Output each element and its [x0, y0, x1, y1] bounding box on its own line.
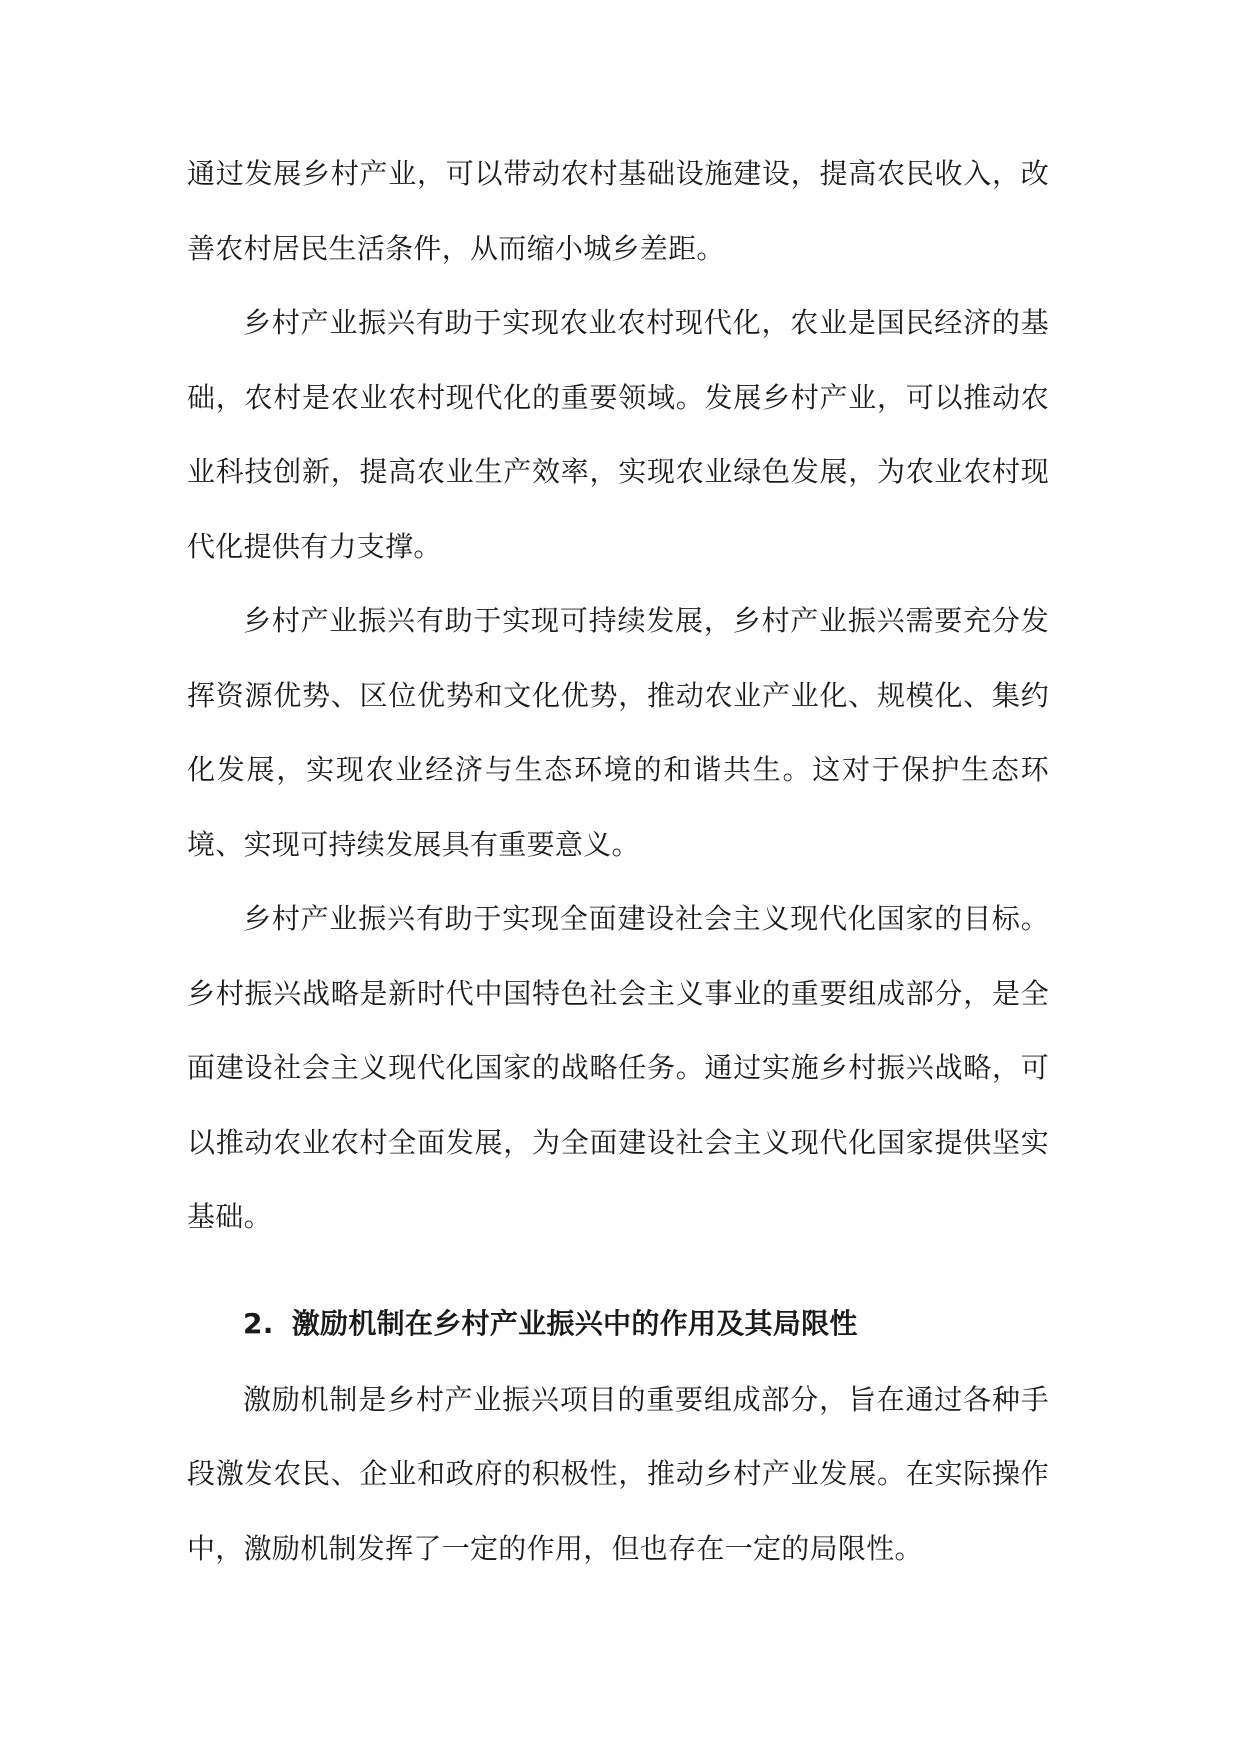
section-title: 激励机制在乡村产业振兴中的作用及其局限性: [291, 1306, 858, 1340]
section-heading: [187, 1285, 1049, 1363]
paragraph-continuation: 通过发展乡村产业，可以带动农村基础设施建设，提高农民收入，改善农村居民生活条件，从而缩小城乡差距。: [187, 157, 1049, 265]
paragraph-incentive-mechanism: 激励机制是乡村产业振兴项目的重要组成部分，旨在通过各种手段激发农民、企业和政府的积极性，推动乡村产业发展。在实际操作中，激励机制发挥了一定的作用，但也存在一定的局限性。: [187, 1382, 1049, 1565]
paragraph-modernization: 乡村产业振兴有助于实现农业农村现代化，农业是国民经济的基础，农村是农业农村现代化的重要领域。发展乡村产业，可以推动农业科技创新，提高农业生产效率，实现农业绿色发展，为农业农村现代化提供有力支撑。: [187, 306, 1049, 563]
paragraph-national-goal: 乡村产业振兴有助于实现全面建设社会主义现代化国家的目标。乡村振兴战略是新时代中国特色社会主义事业的重要组成部分，是全面建设社会主义现代化国家的战略任务。通过实施乡村振兴战略，可以推动农业农村全面发展，为全面建设社会主义现代化国家提供坚实基础。: [187, 902, 1049, 1233]
paragraph-sustainable-development: 乡村产业振兴有助于实现可持续发展，乡村产业振兴需要充分发挥资源优势、区位优势和文化优势，推动农业产业化、规模化、集约化发展，实现农业经济与生态环境的和谐共生。这对于保护生态环境、实现可持续发展具有重要意义。: [187, 604, 1049, 861]
document-body: [187, 137, 1049, 1586]
section-number: 2.: [243, 1306, 274, 1340]
